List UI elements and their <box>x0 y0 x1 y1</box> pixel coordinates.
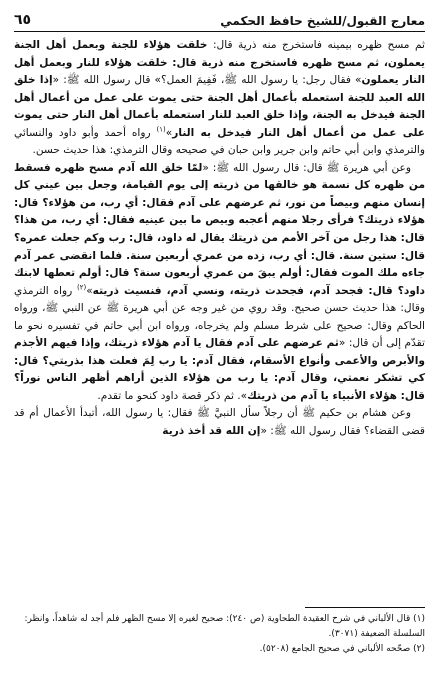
footnote-marker-1[interactable]: (١) <box>156 125 166 134</box>
paragraph-1 <box>14 37 425 160</box>
p1-intro: ثم مسح ظهره بيمينه فاستخرج منه ذرية قال: <box>207 39 425 51</box>
paragraph-2 <box>14 160 425 406</box>
p1-hadith-answer: إذا خلق الله العبد للجنة استعمله بأعمال أهل الجنة حتى يموت على عمل من أعمال أهل الجنة فيدخل به الجنة، وإذا خلق العبد للنار استعمله بأعمال أهل النار حتى يموت على عمل من أعمال أهل النار فيدخل به النار <box>14 74 426 139</box>
p1-attribution: رواه أحمد وأبو داود والنسائي والترمذي وابن أبي حاتم وابن جرير وابن حبان في صحيحه وقال الترمذي: هذا حديث حسن. <box>14 126 425 157</box>
p2-intro: وعن أبي هريرة ﷺ قال: قال رسول الله ﷺ: « <box>202 161 411 174</box>
p2-second-quote: ثم عرضهم على آدم فقال يا آدم هؤلاء ذريتك، وإذا فيهم الأجذم والأبرص والأعمى وأنواع الأسقام، فقال آدم: يا رب لِمَ فعلت هذا بذريتي؟ قال: كي تشكر نعمتي، وقال آدم: يا رب من هؤلاء الذين أراهم أظهر الناس نوراً؟ قال: هؤلاء الأنبياء يا آدم من ذريتك <box>14 337 425 402</box>
p1-question: » فقال رجل: يا رسول الله ﷺ، فَفِيمَ العمل؟» قال رسول الله ﷺ: « <box>52 74 362 87</box>
running-header <box>14 8 425 32</box>
main-text <box>14 37 425 441</box>
paragraph-3 <box>14 405 425 440</box>
book-title: معارج القبول/للشيخ حافظ الحكمي <box>220 14 425 28</box>
footnote-separator <box>305 607 425 608</box>
p1-quote-close: » <box>165 126 173 139</box>
footnote-1: (١) قال الألباني في شرح العقيدة الطحاوية (ص ٢٤٠): صحيح لغيره إلا مسح الظهر فلم أجد له شاهداً، وانظر: السلسلة الضعيفة (٣٠٧١). <box>24 614 425 639</box>
p2-closing: ». ثم ذكر قصة داود كنحو ما تقدم. <box>97 389 248 402</box>
footnote-2: (٢) صحّحه الألباني في صحيح الجامع (٥٢٠٨). <box>259 644 425 654</box>
footnotes <box>14 612 425 657</box>
page-number: ٦٥ <box>14 12 32 28</box>
footnote-marker-2[interactable]: (٢) <box>76 283 87 292</box>
p3-hadith-quote: إن الله قد أخذ ذرية <box>162 425 261 438</box>
p2-hadith-quote: لمّا خلق الله آدم مسح ظهره فسقط من ظهره كل نسمة هو خالقها من ذريته إلى يوم القيامة، وجعل بين عيني كل إنسان منهم وبيصاً من نور، ثم عرضهم على آدم فقال: أي رب، من هؤلاء؟ قال: هؤلاء ذريتك؟ فرأى رجلا منهم أعجبه وبيص ما بين عينيه فقال: أي رب، من هذا؟ قال: هذا رجل من آخر الأمم من ذريتك يقال له داود، قال: رب وكم جعلت عمره؟ قال: ستين سنة. قال: أي رب، زده من عمري أربعين سنة. فلما انقضى عمر آدم جاءه ملك الموت فقال: أولم يبقَ من عمري أربعون سنة؟ قال: أولم تعطها لابنك داود؟ قال: فجحد آدم، فجحدت ذريته، ونسي آدم، فنسيت ذريته <box>14 161 425 297</box>
p2-quote-close: » <box>86 284 93 297</box>
p1-hadith-quote: خلقت هؤلاء للجنة وبعمل أهل الجنة يعملون، ثم مسح ظهره فاستخرج منه ذرية قال: خلقت هؤلاء للنار وبعمل أهل النار يعملون <box>14 39 425 87</box>
p3-intro: وعن هشام بن حكيم ﷺ أن رجلاً سأل النبيَّ ﷺ فقال: يا رسول الله، أتبدأ الأعمال أم قد قضى القضاء؟ فقال رسول الله ﷺ: « <box>14 407 425 438</box>
p2-attribution: رواه الترمذي وقال: هذا حديث حسن صحيح. وقد روي من غير وجه عن أبي هريرة ﷺ عن النبي ﷺ، ورواه الحاكم وقال: صحيح على شرط مسلم ولم يخرجاه، ورواه ابن أبي حاتم في تفسيره نحو ما تقدّم إلى أن قال: « <box>14 284 425 350</box>
